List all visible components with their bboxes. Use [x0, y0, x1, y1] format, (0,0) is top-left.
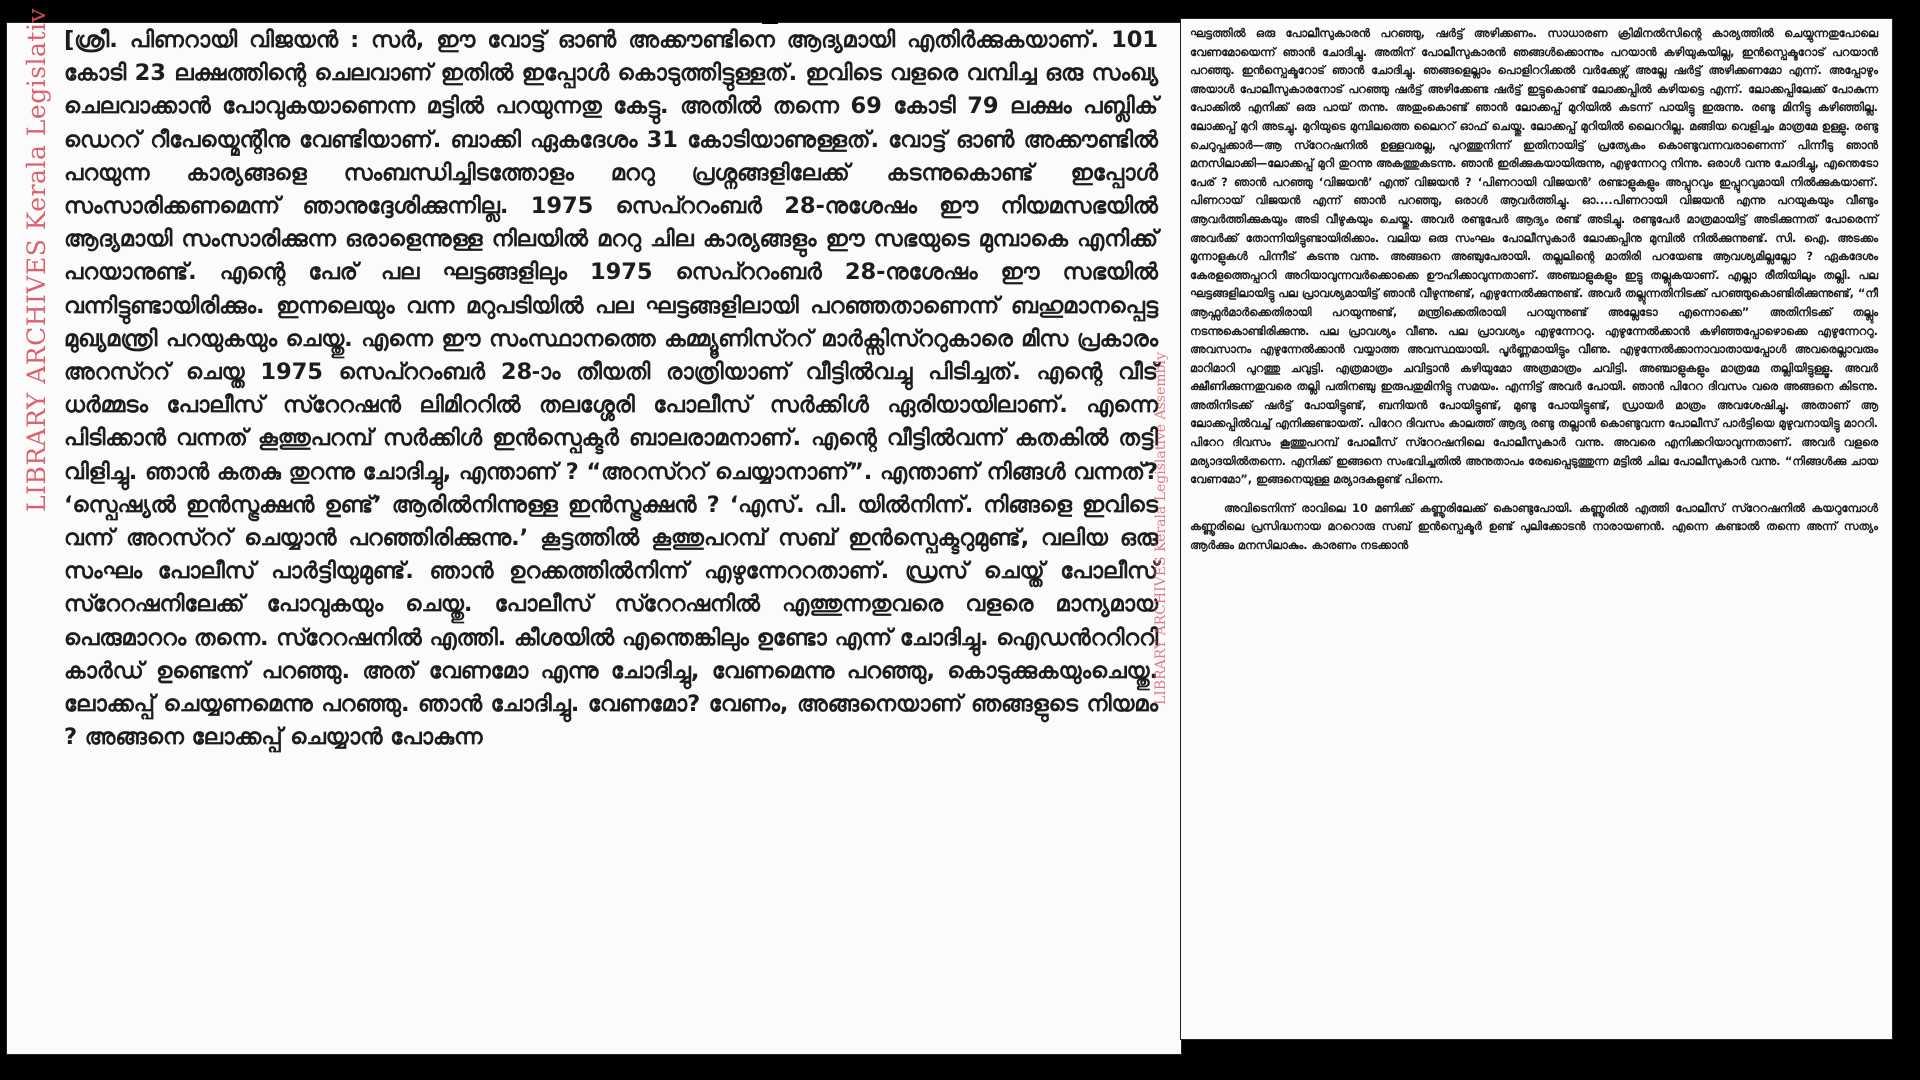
left-page-body-text: [ശ്രീ. പിണറായി വിജയൻ : സർ, ഈ വോട്ട് ഓൺ അക്കൗണ്ടിനെ ആദ്യമായി എതിർക്കുകയാണ്. 101 കോടി 23 ലക്ഷത്തിന്റെ ചെലവാണ് ഇതിൽ ഇപ്പോൾ കൊടുത്തിട്ടുള്ളത്. ഇവിടെ വളരെ വമ്പിച്ച ഒരു സംഖ്യ ചെലവാക്കാൻ പോവുകയാണെന്ന മട്ടിൽ പറയുന്നതു കേട്ടു. അതിൽ തന്നെ 69 കോടി 79 ലക്ഷം പബ്ലിക് ഡെററ് റീപേയ്മെന്റിനു വേണ്ടിയാണ്. ബാക്കി ഏകദേശം 31 കോടിയാണുള്ളത്. വോട്ട് ഓൺ അക്കൗണ്ടിൽ പറയുന്ന കാര്യങ്ങളെ സംബന്ധിച്ചിടത്തോളം മററു പ്രശ്നങ്ങളിലേക്ക് കടന്നുകൊണ്ട് ഇപ്പോൾ സംസാരിക്കണമെന്ന് ഞാനുദ്ദേശിക്കുന്നില്ല. 1975 സെപ്ററംബർ 28-നുശേഷം ഈ നിയമസഭയിൽ ആദ്യമായി സംസാരിക്കുന്ന ഒരാളെന്നുള്ള നിലയിൽ മററു ചില കാര്യങ്ങളും ഈ സഭയുടെ മുമ്പാകെ എനിക്ക് പറയാനുണ്ട്. എന്റെ പേര് പല ഘട്ടങ്ങളിലും 1975 സെപ്ററംബർ 28-നുശേഷം ഈ സഭയിൽ വന്നിട്ടുണ്ടായിരിക്കും. ഇന്നലെയും വന്ന മറുപടിയിൽ പല ഘട്ടങ്ങളിലായി പറഞ്ഞതാണെന്ന് ബഹുമാനപ്പെട്ട മുഖ്യമന്ത്രി പറയുകയും ചെയ്തു. എന്നെ ഈ സംസ്ഥാനത്തെ കമ്മ്യൂണിസ്ററ് മാർക്സിസ്ററുകാരെ മിസ പ്രകാരം അറസ്ററ് ചെയ്ത 1975 സെപ്ററംബർ 28-ാം തീയതി രാത്രിയാണ് വീട്ടിൽവച്ചു പിടിച്ചത്. എന്റെ വീട് ധർമ്മടം പോലീസ് സ്റേറഷൻ ലിമിററിൽ തലശ്ശേരി പോലീസ് സർക്കിൾ ഏരിയായിലാണ്. എന്നെ പിടിക്കാൻ വന്നത് കൂത്തുപറമ്പ് സർക്കിൾ ഇൻസ്പെക്ടർ ബാലരാമനാണ്. എന്റെ വീട്ടിൽവന്ന് കതകിൽ തട്ടി വിളിച്ചു. ഞാൻ കതകു തുറന്നു ചോദിച്ചു, എന്താണ് ? “അറസ്ററ് ചെയ്യാനാണ്”. എന്താണ് നിങ്ങൾ വന്നത്? ‘സ്പെഷ്യൽ ഇൻസ്ട്രക്ഷൻ ഉണ്ട്’ ആരിൽനിന്നുള്ള ഇൻസ്ട്രക്ഷൻ ? ‘എസ്. പി. യിൽനിന്ന്. നിങ്ങളെ ഇവിടെ വന്ന് അറസ്ററ് ചെയ്യാൻ പറഞ്ഞിരിക്കുന്നു.’ കൂട്ടത്തിൽ കൂത്തുപറമ്പ് സബ് ഇൻസ്പെക്ടറുമുണ്ട്, വലിയ ഒരു സംഘം പോലീസ് പാർട്ടിയുമുണ്ട്. ഞാൻ ഉറക്കത്തിൽനിന്ന് എഴുന്നേററതാണ്. ഡ്രസ് ചെയ്ത് പോലീസ് സ്റേറഷനിലേക്ക് പോവുകയും ചെയ്തു. പോലീസ് സ്റേറഷനിൽ എത്തുന്നതുവരെ വളരെ മാന്യമായ പെരുമാററം തന്നെ. സ്റേറഷനിൽ എത്തി. കീശയിൽ എന്തെങ്കിലും ഉണ്ടോ എന്ന് ചോദിച്ചു. ഐഡൻററിററി കാർഡ് ഉണ്ടെന്ന് പറഞ്ഞു. അത് വേണമോ എന്നു ചോദിച്ചു, വേണമെന്നു പറഞ്ഞു, കൊടുക്കുകയുംചെയ്തു. ലോക്കപ്പ് ചെയ്യണമെന്നു പറഞ്ഞു. ഞാൻ ചോദിച്ചു. വേണമോ? വേണം, അങ്ങനെയാണ് ഞങ്ങളുടെ നിയമം ? അങ്ങനെ ലോക്കപ്പ് ചെയ്യാൻ പോകുന്ന: [64, 27, 1158, 751]
scan-border-mark: [1055, 1055, 1067, 1080]
right-page-paragraph-1: ഘട്ടത്തിൽ ഒരു പോലീസുകാരൻ പറഞ്ഞു, ഷർട്ട് അഴിക്കണം. സാധാരണ ക്രിമിനൽസിന്റെ കാര്യത്തിൽ ചെയ്യുന്നതുപോലെ വേണമോയെന്ന് ഞാൻ ചോദിച്ചു. അതിന് പോലീസുകാരൻ ഞങ്ങൾക്കൊന്നും പറയാൻ കഴിയുകയില്ല, ഇൻസ്പെക്ടറോട് പറയാൻ പറഞ്ഞു. ഇൻസ്പെക്ടറോട് ഞാൻ ചോദിച്ചു. ഞങ്ങളെല്ലാം പൊളിററിക്കൽ വർക്കേഴ്സ് അല്ലേ ഷർട്ട് അഴിക്കണമോ എന്ന്. അപ്പോഴും അയാൾ പോലീസുകാരനോട് പറഞ്ഞു ഷർട്ട് അഴിക്കേണ്ട ഷർട്ട് ഇട്ടുകൊണ്ട് ലോക്കപ്പിൽ കഴിയട്ടെ എന്ന്. ലോക്കപ്പിലേക്ക് പോകുന്ന പോക്കിൽ എനിക്ക് ഒരു പായ് തന്നു. അതുംകൊണ്ട് ഞാൻ ലോക്കപ്പ് മുറിയിൽ കടന്ന് പായിട്ടു ഇരുന്നു. രണ്ടു മിനിട്ടു കഴിഞ്ഞില്ല. ലോക്കപ്പ് മുറി അടച്ചു. മുറിയുടെ മുമ്പിലത്തെ ലൈററ് ഓഫ് ചെയ്തു. ലോക്കപ്പ് മുറിയിൽ ലൈററില്ല. മങ്ങിയ വെളിച്ചം മാത്രമേ ഉള്ളു. രണ്ടു ചെറുപ്പക്കാർ—ആ സ്റേറഷനിൽ ഉള്ളവരല്ല, പുറത്തുനിന്ന് ഇതിനായിട്ട് പ്രത്യേകം കൊണ്ടുവന്നവരാണെന്ന് പിന്നീടു ഞാൻ മനസിലാക്കി—ലോക്കപ്പ് മുറി തുറന്നു അകത്തുകടന്നു. ഞാൻ ഇരിക്കുകയായിരുന്നു, എഴുന്നേററു നിന്നു. ഒരാൾ വന്നു ചോദിച്ചു, എന്തെടോ പേര് ? ഞാൻ പറഞ്ഞു ‘വിജയൻ’ എന്ത് വിജയൻ ? ‘പിണറായി വിജയൻ’ രണ്ടാളുകളും അപ്പുറവും ഇപ്പുറവുമായി നിൽക്കുകയാണ്. പിണറായ് വിജയൻ എന്ന് ഞാൻ പറഞ്ഞു, ഒരാൾ ആവർത്തിച്ചു. ഓ....പിണറായി വിജയൻ എന്നു പറയുകയും വീണ്ടും ആവർത്തിക്കുകയും അടി വീഴുകയും ചെയ്തു. അവർ രണ്ടുപേർ ആദ്യം രണ്ട് അടിച്ചു. രണ്ടുപേർ മാത്രമായിട്ട് അടിക്കുന്നത് പോരെന്ന് അവർക്ക് തോന്നിയിട്ടുണ്ടായിരിക്കാം. വലിയ ഒരു സംഘം പോലീസുകാർ ലോക്കപ്പിനു മുമ്പിൽ നിൽക്കുന്നുണ്ട്. സി. ഐ. അടക്കം മൂന്നാളുകൾ പിന്നീട് കടന്നു വന്നു. അങ്ങനെ അഞ്ചുപേരായി. തല്ലലിന്റെ മാതിരി പറയേണ്ട ആവശ്യമില്ലല്ലോ ? ഏകദേശം കേരളത്തെപ്പററി അറിയാവുന്നവർക്കൊക്കെ ഊഹിക്കാവുന്നതാണ്. അഞ്ചാളുകളും ഇട്ടു തല്ലുകയാണ്. എല്ലാ രീതിയിലും തല്ലി. പല ഘട്ടങ്ങളിലായിട്ടു പല പ്രാവശ്യമായിട്ട് ഞാൻ വീഴുന്നുണ്ട്, എഴുന്നേൽക്കുന്നുണ്ട്. അവർ തല്ലുന്നതിനിടക്ക് പറഞ്ഞുകൊണ്ടിരിക്കുന്നുണ്ട്, “നീ ആഫ്സർമാർക്കെതിരായി പറയുന്നുണ്ട്, മന്ത്രിക്കെതിരായി പറയുന്നുണ്ട് അല്ലേടോ എന്നൊക്കെ” അതിനിടക്ക് തല്ലും നടന്നുകൊണ്ടിരിക്കുന്നു. പല പ്രാവശ്യം വീണു. പല പ്രാവശ്യം എഴുന്നേററു. എഴുന്നേൽക്കാൻ കഴിഞ്ഞപ്പോഴൊക്കെ എഴുന്നേററു. അവസാനം എഴുന്നേൽക്കാൻ വയ്യാത്ത അവസ്ഥയായി. പൂർണ്ണമായിട്ടും വീണു. എഴുന്നേൽക്കാനാവാതായപ്പോൾ അവരെല്ലാവരും മാറിമാറി പുറത്തു ചവുട്ടി. എത്രമാത്രം ചവിട്ടാൻ കഴിയുമോ അത്രമാത്രം ചവിട്ടി. അഞ്ചാളുകളും മാത്രമേ തല്ലിയിട്ടുള്ളൂ. അവർ ക്ഷീണിക്കുന്നതുവരെ തല്ലി പതിനഞ്ചു ഇരുപതുമിനിട്ടു സമയം. എന്നിട്ട് അവർ പോയി. ഞാൻ പിറേറ ദിവസം വരെ അങ്ങനെ കിടന്നു. അതിനിടക്ക് ഷർട്ട് പോയിട്ടുണ്ട്, ബനിയൻ പോയിട്ടുണ്ട്, മുണ്ടു പോയിട്ടുണ്ട്, ഡ്രായർ മാത്രം അവശേഷിച്ചു. അതാണ് ആ ലോക്കപ്പിൽവച്ച് എനിക്കുണ്ടായത്. പിറേറ ദിവസം കാലത്ത് ആദ്യ രണ്ടു തല്ലാൻ കൊണ്ടുവന്ന പോലീസ് പാർട്ടിയെ മുഴുവനായിട്ടു മാററി. പിറേറ ദിവസം കൂത്തുപറമ്പ് പോലീസ് സ്റേറഷനിലെ പോലീസുകാർ വന്നു. അവരെ എനിക്കറിയാവുന്നതാണ്. അവർ വളരെ മര്യാദയിൽതന്നെ. എനിക്ക് ഇങ്ങനെ സംഭവിച്ചതിൽ അനുതാപം രേഖപ്പെടുത്തുന്ന മട്ടിൽ ചില പോലീസുകാർ വന്നു. “നിങ്ങൾക്കു ചായ വേണമോ”, ഇങ്ങനെയുള്ള മര്യാദകളുണ്ട് പിന്നെ.: [1190, 26, 1878, 487]
left-page-watermark: LIBRARY ARCHIVES Kerala Legislativ: [22, 7, 51, 512]
scan-border-mark: [768, 1055, 782, 1080]
scan-border-mark: [1053, 0, 1065, 14]
right-page-paragraph-2: അവിടെനിന്ന് രാവിലെ 10 മണിക്ക് കണ്ണൂരിലേക്ക് കൊണ്ടുപോയി. കണ്ണൂരിൽ എത്തി പോലീസ് സ്റേറഷനിൽ കയറുമ്പോൾ കണ്ണൂരിലെ പ്രസിദ്ധനായ മററൊരു സബ് ഇൻസ്പെക്ടർ ഉണ്ട് പുലിക്കോടൻ നാരായണൻ. എന്നെ കണ്ടാൽ തന്നെ അന്ന് സത്യം ആർക്കും മനസിലാകും. കാരണം നടക്കാൻ: [1190, 500, 1878, 553]
scan-border-mark: [762, 0, 778, 24]
right-page-body: [1190, 24, 1878, 555]
right-page-watermark: LIBRARY ARCHIVES Kerala Legislative Assembly: [1153, 352, 1169, 705]
